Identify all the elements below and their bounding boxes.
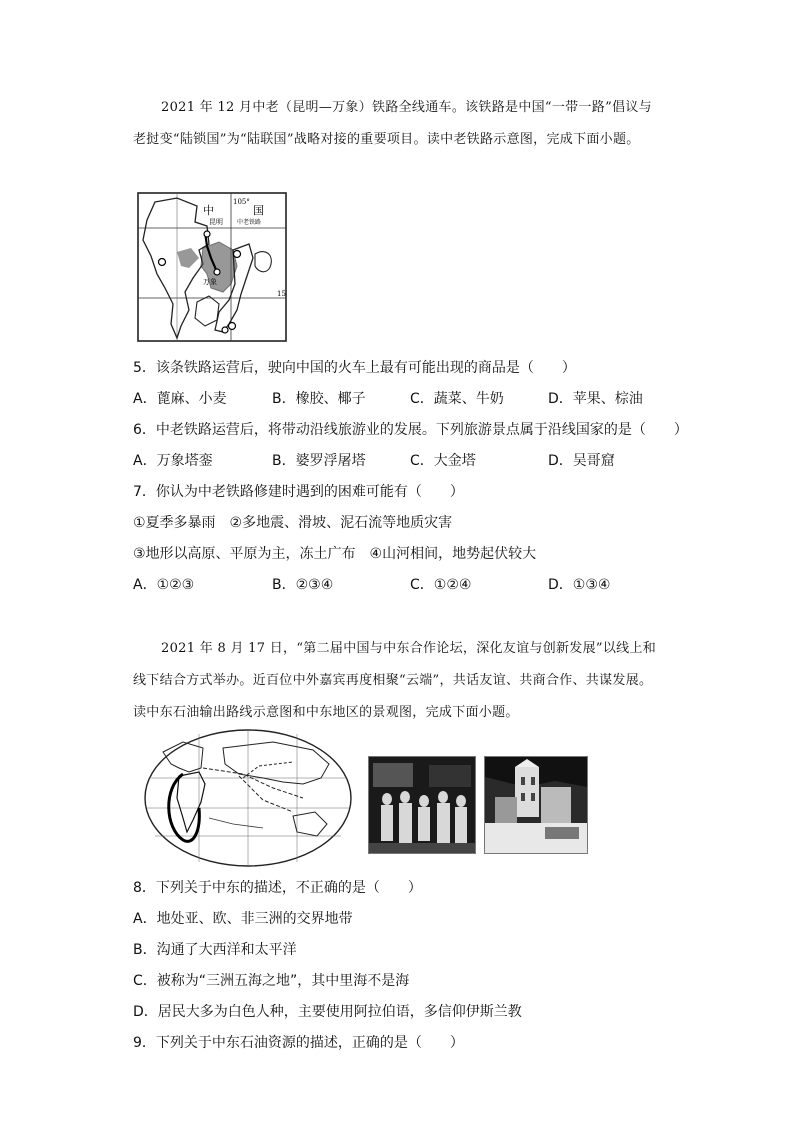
question-5-stem: 5．该条铁路运营后，驶向中国的火车上最有可能出现的商品是（ ） xyxy=(133,360,576,376)
middle-east-crowd-photo xyxy=(368,756,476,854)
question-6-option-d[interactable]: D．吴哥窟 xyxy=(548,453,615,469)
question-7-statements-1: ①夏季多暴雨 ②多地震、滑坡、泥石流等地质灾害 xyxy=(133,515,453,531)
question-6-option-a[interactable]: A．万象塔銮 xyxy=(133,453,213,469)
map-label-latitude: 15 xyxy=(277,290,286,298)
question-9-stem: 9．下列关于中东石油资源的描述，正确的是（ ） xyxy=(133,1035,464,1051)
question-5-option-b[interactable]: B．橡胶、椰子 xyxy=(272,391,366,407)
question-8-stem: 8．下列关于中东的描述，不正确的是（ ） xyxy=(133,880,422,896)
middle-east-oil-routes-map xyxy=(143,728,353,868)
question-6-option-b[interactable]: B．婆罗浮屠塔 xyxy=(272,453,366,469)
question-8-option-c[interactable]: C．被称为“三洲五海之地”，其中里海不是海 xyxy=(133,973,410,989)
question-7-option-c[interactable]: C．①②④ xyxy=(410,577,472,593)
question-7-option-a[interactable]: A．①②③ xyxy=(133,577,195,593)
question-7-option-b[interactable]: B．②③④ xyxy=(272,577,334,593)
question-7-option-d[interactable]: D．①③④ xyxy=(548,577,611,593)
question-5-option-a[interactable]: A．蓖麻、小麦 xyxy=(133,391,227,407)
question-8-option-b[interactable]: B．沟通了大西洋和太平洋 xyxy=(133,942,297,958)
question-5-option-d[interactable]: D．苹果、棕油 xyxy=(548,391,643,407)
map-label-china-2: 国 xyxy=(253,204,264,217)
map-label-china: 中 xyxy=(203,204,214,217)
question-6-option-c[interactable]: C．大金塔 xyxy=(410,453,476,469)
middle-east-architecture-photo xyxy=(484,756,588,854)
question-7-statements-2: ③地形以高原、平原为主，冻土广布 ④山河相间，地势起伏较大 xyxy=(133,546,537,562)
question-5-option-c[interactable]: C．蔬菜、牛奶 xyxy=(410,391,504,407)
question-7-stem: 7．你认为中老铁路修建时遇到的困难可能有（ ） xyxy=(133,484,464,500)
map-label-railway: 中老铁路 xyxy=(237,219,262,226)
question-6-stem: 6．中老铁路运营后，将带动沿线旅游业的发展。下列旅游景点属于沿线国家的是（ ） xyxy=(133,422,688,438)
map-label-longitude: 105° xyxy=(233,198,250,206)
map-label-kunming: 昆明 xyxy=(209,218,223,226)
map-label-vientiane: 万象 xyxy=(203,278,217,286)
passage-intro-2: 2021 年 8 月 17 日，“第二届中国与中东合作论坛，深化友谊与创新发展”以线上和线下结合方式举办。近百位中外嘉宾再度相聚“云端”，共话友谊、共商合作、共谋发展。读中东石油输出路线示意图和中东地区的景观图，完成下面小题。 xyxy=(133,641,657,720)
passage-intro-1: 2021 年 12 月中老（昆明—万象）铁路全线通车。该铁路是中国“一带一路”倡议与老挝变“陆锁国”为“陆联国”战略对接的重要项目。读中老铁路示意图，完成下面小题。 xyxy=(133,100,652,147)
china-laos-railway-map xyxy=(137,192,287,342)
question-8-option-a[interactable]: A．地处亚、欧、非三洲的交界地带 xyxy=(133,911,353,927)
question-8-option-d[interactable]: D．居民大多为白色人种，主要使用阿拉伯语，多信仰伊斯兰教 xyxy=(133,1004,522,1020)
